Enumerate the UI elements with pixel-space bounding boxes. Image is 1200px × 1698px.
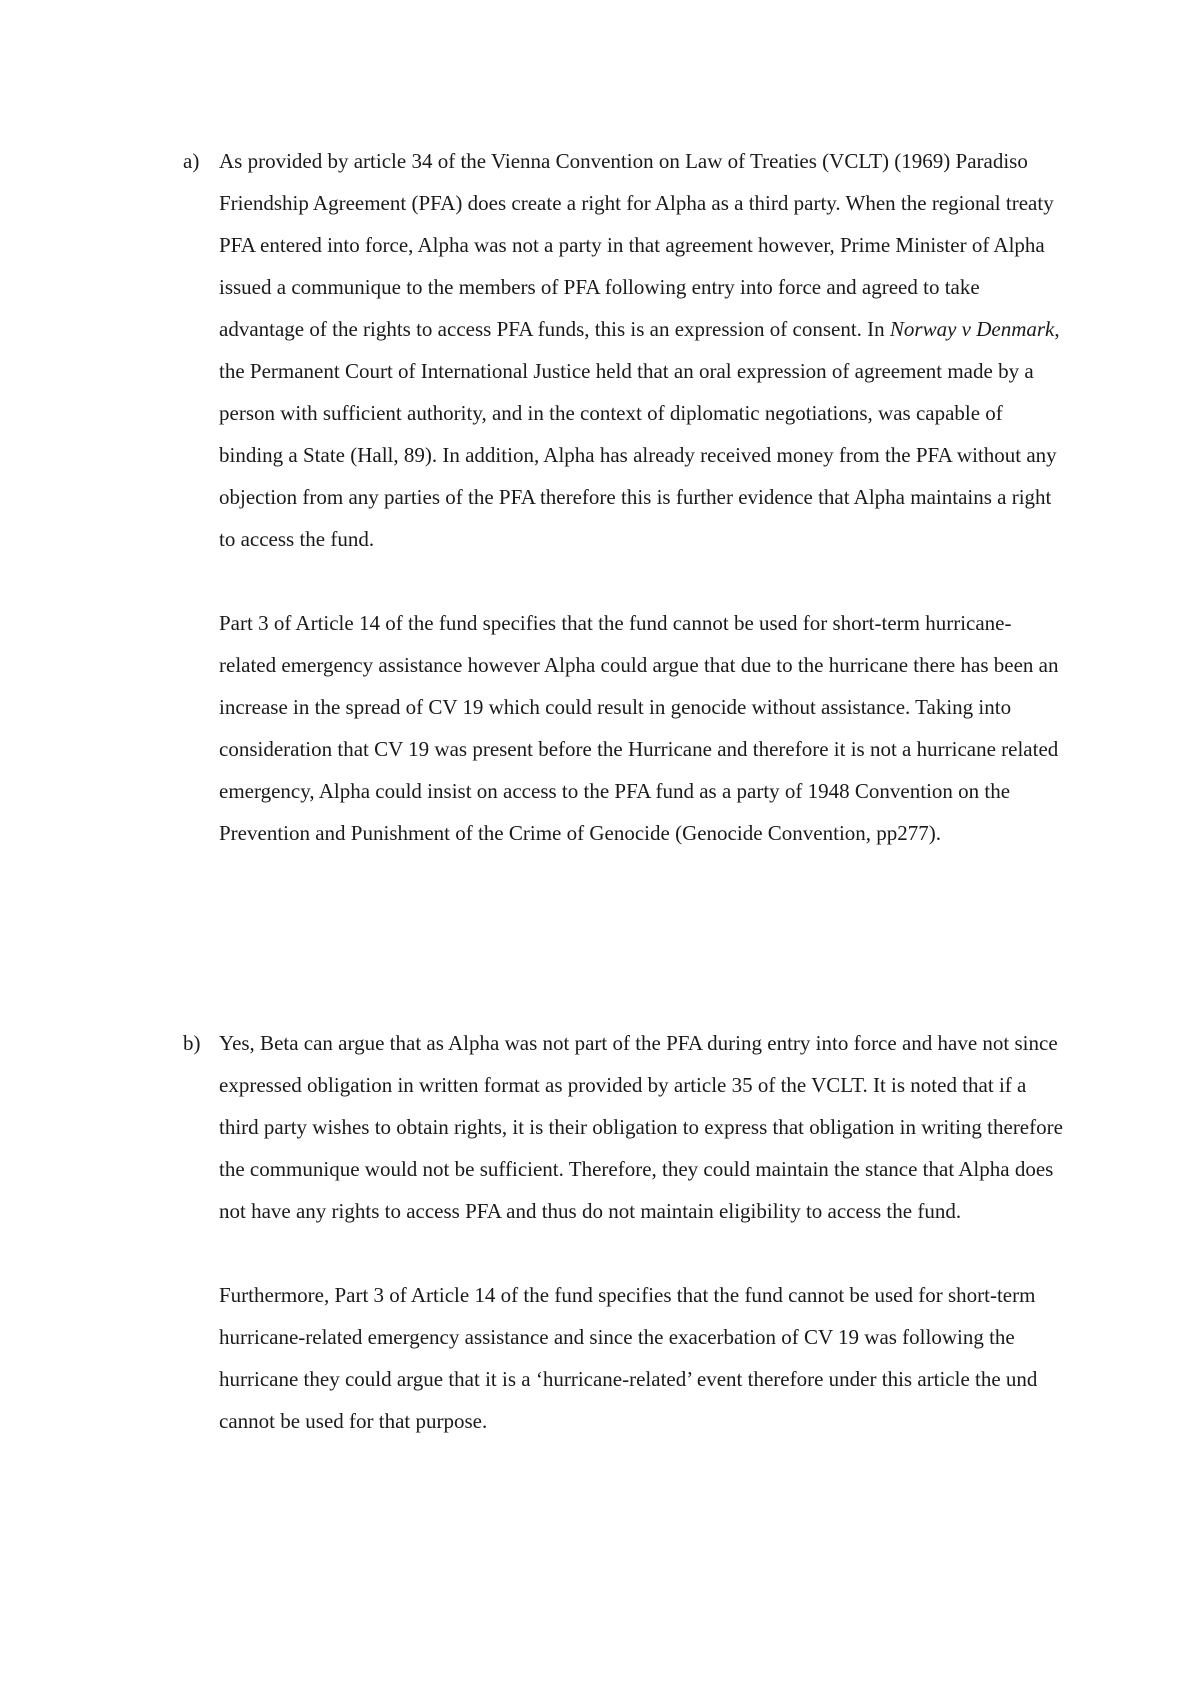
- paragraph-a-2: Part 3 of Article 14 of the fund specifies that the fund cannot be used for short-term hurricane-related emergency assistance however Alpha could argue that due to the hurricane there has been an increase in the spread of CV 19 which could result in genocide without assistance. Taking into consideration that CV 19 was present before the Hurricane and therefore it is not a hurricane related emergency, Alpha could insist on access to the PFA fund as a party of 1948 Convention on the Prevention and Punishment of the Crime of Genocide (Genocide Convention, pp277).: [219, 611, 1059, 845]
- paragraph-text: , the Permanent Court of International Justice held that an oral expression of agreement made by a person with sufficient authority, and in the context of diplomatic negotiations, was capable of binding a State (Hall, 89). In addition, Alpha has already received money from the PFA without any objection from any parties of the PFA therefore this is further evidence that Alpha maintains a right to access the fund.: [219, 317, 1060, 551]
- paragraph-a-1: [219, 140, 1063, 560]
- paragraph-b-1: Yes, Beta can argue that as Alpha was not part of the PFA during entry into force and have not since expressed obligation in written format as provided by article 35 of the VCLT. It is noted that if a third party wishes to obtain rights, it is their obligation to express that obligation in writing therefore the communique would not be sufficient. Therefore, they could maintain the stance that Alpha does not have any rights to access PFA and thus do not maintain eligibility to access the fund.: [219, 1031, 1063, 1223]
- paragraph-text: As provided by article 34 of the Vienna Convention on Law of Treaties (VCLT) (1969) Paradiso Friendship Agreement (PFA) does create a right for Alpha as a third party. When the regional treaty PFA entered into force, Alpha was not a party in that agreement however, Prime Minister of Alpha issued a communique to the members of PFA following entry into force and agreed to take advantage of the rights to access PFA funds, this is an expression of consent. In: [219, 149, 1054, 341]
- case-name: Norway v Denmark: [889, 317, 1055, 341]
- paragraph-b-2: Furthermore, Part 3 of Article 14 of the fund specifies that the fund cannot be used for short-term hurricane-related emergency assistance and since the exacerbation of CV 19 was following the hurricane they could argue that it is a ‘hurricane-related’ event therefore under this article the und cannot be used for that purpose.: [219, 1283, 1038, 1433]
- list-item-body: [219, 1022, 1063, 1442]
- list-marker: a): [183, 149, 200, 173]
- list-marker: b): [183, 1031, 201, 1055]
- list-item-body: [219, 140, 1063, 854]
